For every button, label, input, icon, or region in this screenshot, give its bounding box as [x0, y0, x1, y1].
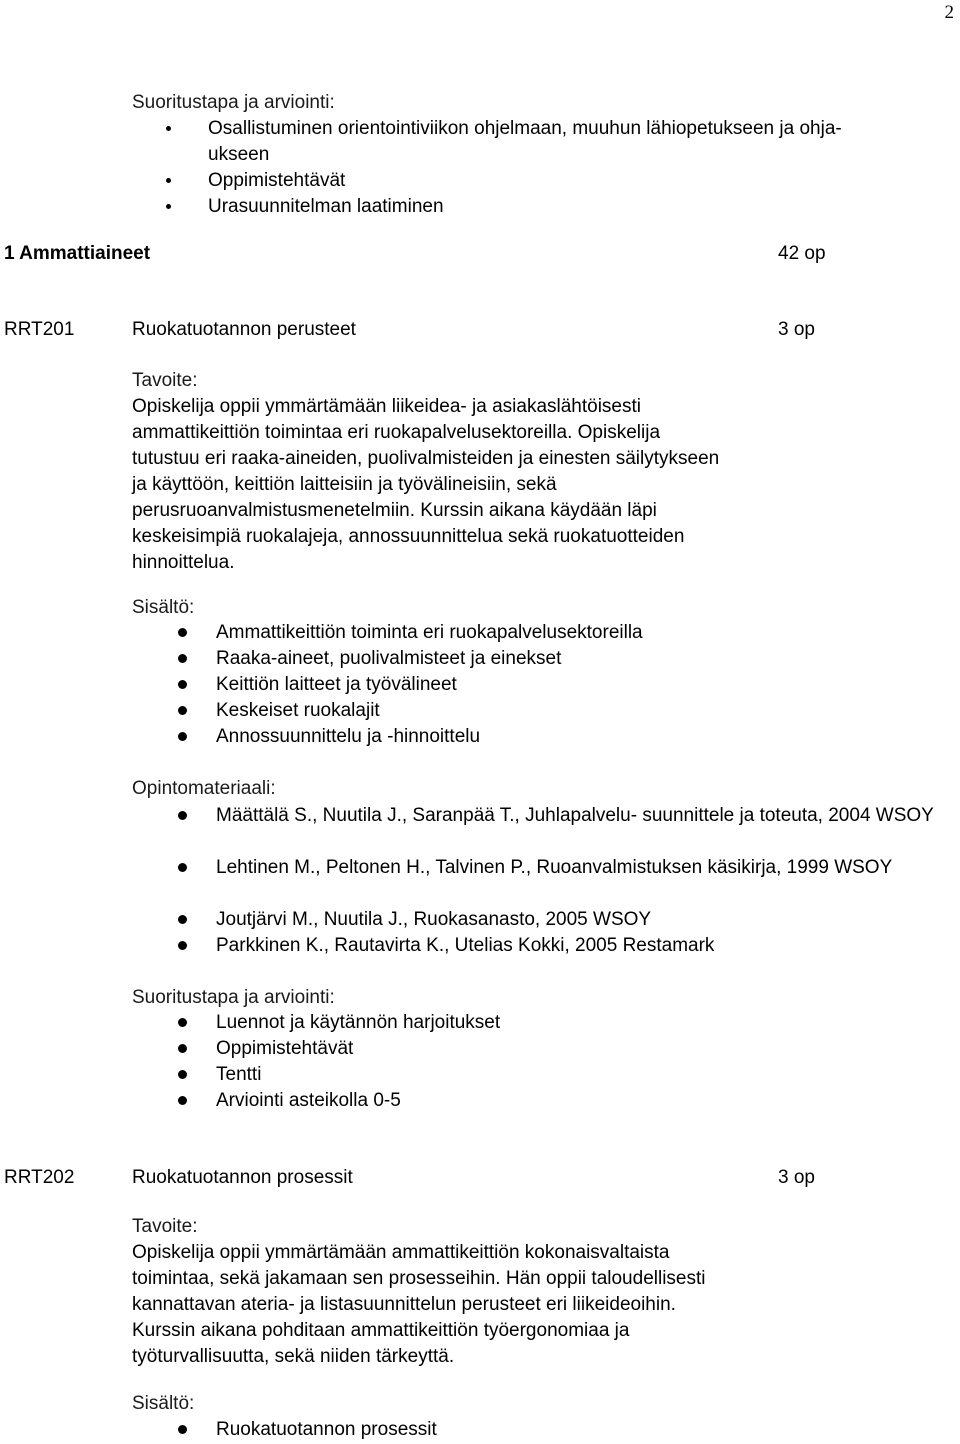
list-item: Määttälä S., Nuutila J., Saranpää T., Juhlapalvelu- suunnittele ja toteuta, 2004 WSOY	[216, 803, 936, 855]
bullet-icon	[178, 628, 187, 637]
bullet-icon	[178, 811, 187, 820]
list-item: Tentti	[216, 1062, 500, 1088]
course2-goal-label: Tavoite:	[132, 1216, 198, 1237]
section-credits: 42 op	[778, 243, 826, 264]
list-item-continuation: ukseen	[208, 144, 270, 165]
bullet-icon	[178, 1070, 187, 1079]
intro-assessment-heading: Suoritustapa ja arviointi:	[132, 92, 335, 113]
page-number: 2	[944, 2, 954, 23]
course1-assessment-label: Suoritustapa ja arviointi:	[132, 987, 335, 1008]
bullet-icon	[178, 915, 187, 924]
course1-code: RRT201	[4, 319, 75, 340]
list-item: Keskeiset ruokalajit	[216, 698, 643, 724]
list-item: Lehtinen M., Peltonen H., Talvinen P., Ruoanvalmistuksen käsikirja, 1999 WSOY	[216, 855, 936, 907]
bullet-icon	[178, 941, 187, 950]
list-item: Arviointi asteikolla 0-5	[216, 1088, 500, 1114]
bullet-icon	[178, 1425, 187, 1434]
list-item: Joutjärvi M., Nuutila J., Ruokasanasto, 2005 WSOY	[216, 907, 936, 933]
bullet-icon	[178, 654, 187, 663]
list-item: Oppimistehtävät	[216, 1036, 500, 1062]
list-item: Parkkinen K., Rautavirta K., Utelias Kokki, 2005 Restamark	[216, 933, 936, 959]
section-title: 1 Ammattiaineet	[4, 243, 151, 264]
bullet-icon	[178, 680, 187, 689]
list-item: Ammattikeittiön toiminta eri ruokapalvelusektoreilla	[216, 620, 643, 646]
course1-assessment-list	[216, 1010, 500, 1114]
list-item: Luennot ja käytännön harjoitukset	[216, 1010, 500, 1036]
course1-materials-label: Opintomateriaali:	[132, 778, 276, 799]
list-item: Oppimistehtävät	[208, 168, 842, 194]
bullet-icon	[178, 1018, 187, 1027]
bullet-icon	[178, 1044, 187, 1053]
list-item: Raaka-aineet, puolivalmisteet ja einekset	[216, 646, 643, 672]
bullet-icon	[178, 706, 187, 715]
course1-content-label: Sisältö:	[132, 597, 195, 618]
course1-credits: 3 op	[778, 319, 815, 340]
course1-content-list	[216, 620, 643, 750]
course2-content-list	[216, 1417, 437, 1443]
bullet-icon	[178, 732, 187, 741]
course2-code: RRT202	[4, 1167, 75, 1188]
intro-assessment-list	[208, 116, 842, 220]
course2-goal-text: Opiskelija oppii ymmärtämään ammattikeittiön kokonaisvaltaista toimintaa, sekä jakamaan sen prosesseihin. Hän oppii taloudellisesti kannattavan ateria- ja listasuunnittelun perusteet eri liikeideoihin. Kurssin aikana pohditaan ammattikeittiön työergonomiaa ja työturvallisuutta, sekä niiden tärkeyttä.	[132, 1242, 706, 1367]
bullet-icon	[178, 863, 187, 872]
bullet-icon	[166, 126, 171, 131]
course1-materials-list	[216, 803, 936, 959]
bullet-icon	[166, 178, 171, 183]
list-item: Osallistuminen orientointiviikon ohjelmaan, muuhun lähiopetukseen ja ohja-	[208, 116, 842, 142]
course2-name: Ruokatuotannon prosessit	[132, 1167, 353, 1188]
course2-content-label: Sisältö:	[132, 1393, 195, 1414]
course1-goal-label: Tavoite:	[132, 370, 198, 391]
list-item: Ruokatuotannon prosessit	[216, 1417, 437, 1443]
list-item: Annossuunnittelu ja -hinnoittelu	[216, 724, 643, 750]
bullet-icon	[166, 204, 171, 209]
bullet-icon	[178, 1096, 187, 1105]
course1-goal-text: Opiskelija oppii ymmärtämään liikeidea- ja asiakaslähtöisesti ammattikeittiön toimintaa eri ruokapalvelusektoreilla. Opiskelija tutustuu eri raaka-aineiden, puolivalmisteiden ja einesten säilytykseen ja käyttöön, keittiön laitteisiin ja työvälineisiin, sekä perusruoanvalmistusmenetelmiin. Kurssin aikana käydään läpi keskeisimpiä ruokalajeja, annossuunnittelua sekä ruokatuotteiden hinnoittelua.	[132, 396, 720, 573]
list-item: Keittiön laitteet ja työvälineet	[216, 672, 643, 698]
course2-credits: 3 op	[778, 1167, 815, 1188]
list-item: Urasuunnitelman laatiminen	[208, 194, 842, 220]
course1-name: Ruokatuotannon perusteet	[132, 319, 356, 340]
